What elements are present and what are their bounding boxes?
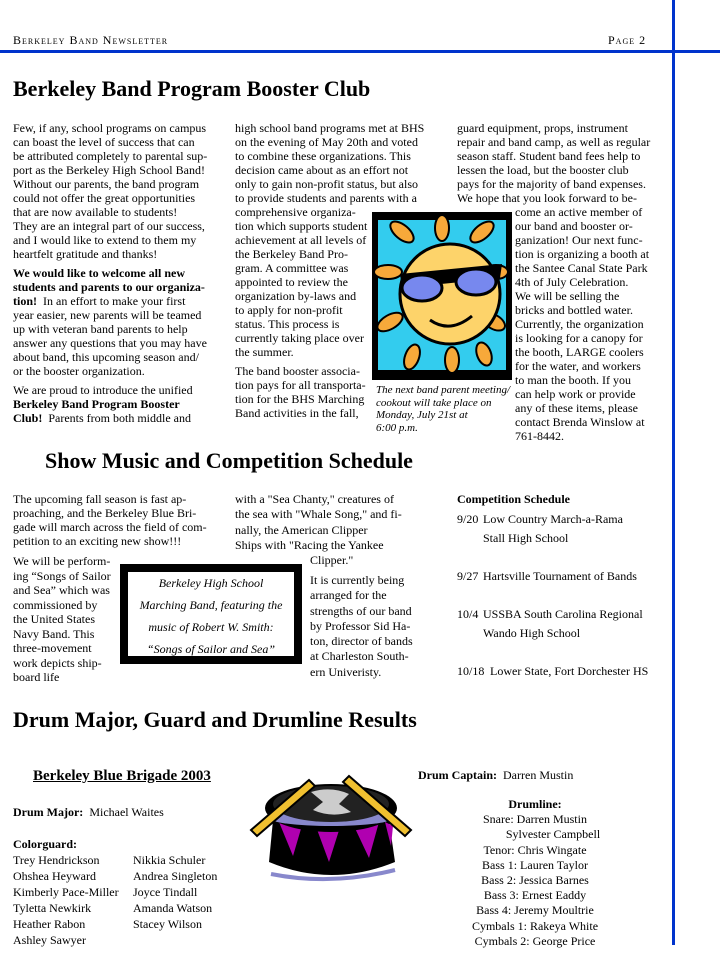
text-line: Ohshea Heyward [13, 869, 96, 883]
text-line [13, 411, 193, 425]
text-line: music of Robert W. Smith: [148, 620, 274, 634]
text-line: is looking for a canopy for [515, 331, 643, 345]
text-line: status. This process is [235, 317, 340, 331]
text-line: Without our parents, the band program [13, 177, 200, 191]
text-line [13, 280, 207, 294]
text-line: tion pays for all transporta- [235, 378, 366, 392]
text-line: commissioned by [13, 597, 98, 612]
schedule-event [457, 607, 643, 622]
text-line: Bass 3: Ernest Eaddy [483, 888, 587, 903]
text-line: “Songs of Sailor and Sea” [146, 642, 275, 656]
header-rule [0, 50, 720, 53]
drum-captain-name: Darren Mustin [503, 768, 574, 782]
text-line: about band, this upcoming season and/ [13, 350, 199, 364]
text-line: Stacey Wilson [133, 917, 202, 931]
text-line: only to gain non-profit status, but also [235, 177, 418, 191]
event-name: Low Country March-a-Rama [483, 512, 623, 526]
newsletter-name: Berkeley Band Newsletter [13, 33, 169, 47]
text-line: bricks and bottled water. [515, 303, 633, 317]
text-line: tion for the BHS Marching [235, 392, 365, 406]
text-line: Andrea Singleton [133, 869, 218, 883]
text-line: to combine these organizations. This [235, 149, 411, 163]
text-line: Amanda Watson [133, 901, 213, 915]
text-line: Sylvester Campbell [505, 827, 601, 842]
booster-col2-para2 [235, 364, 366, 420]
text-line: Kimberly Pace-Miller [13, 885, 119, 899]
text-line: Cymbals 1: Rakeya White [471, 918, 599, 933]
text-line: the United States [13, 612, 95, 626]
text-line: We will be selling the [515, 289, 620, 303]
text-line: The band booster associa- [235, 364, 360, 378]
schedule-event [457, 512, 623, 527]
text-line: Band activities in the fall, [235, 406, 359, 420]
text-line: season staff. Student band fees help to [457, 149, 641, 163]
text-line: lessen the load, but the booster club [457, 163, 629, 177]
results-title: Drum Major, Guard and Drumline Results [13, 707, 417, 732]
text-line: achievement at all levels of [235, 233, 367, 247]
text-line: come an active member of [515, 205, 643, 219]
colorguard-list-1 [13, 852, 119, 948]
text-line: We hope that you look forward to be- [457, 191, 637, 205]
text-line: petition to an exciting new show!!! [13, 534, 182, 548]
text-line: decision came about as an effort not [235, 163, 409, 177]
text-line: It is currently being [310, 573, 405, 587]
text-line: three-movement [13, 641, 92, 655]
brigade-heading: Berkeley Blue Brigade 2003 [33, 768, 211, 784]
show-col1-para1 [13, 492, 207, 548]
text-line: the booth, LARGE coolers [515, 345, 644, 359]
text-line: and Sea” which was [13, 583, 110, 597]
booster-col1-para3 [13, 383, 193, 425]
text-line: to apply for non-profit [235, 303, 343, 317]
text-line: The next band parent meeting/ [376, 384, 511, 396]
text-line: high school band programs met at BHS [235, 121, 425, 135]
text-line [13, 266, 207, 280]
text-line: work depicts ship- [13, 655, 102, 670]
text-line [13, 294, 207, 308]
text-line: could not offer the great opportunities [13, 191, 196, 205]
text-line: gram. A committee was [235, 261, 349, 275]
drumline-list [430, 812, 640, 949]
drum-major [13, 805, 164, 820]
event-location: Stall High School [483, 531, 569, 545]
text-line: strengths of our band [310, 603, 412, 618]
text-line: answer any questions that you may have [13, 336, 207, 350]
text-line: that are now available to students! [13, 205, 178, 219]
text-line: nally, the American Clipper [235, 522, 368, 537]
event-name: Hartsville Tournament of Bands [483, 569, 637, 583]
text-line: Marching Band, featuring the [139, 598, 283, 612]
text-line: year easier, new parents will be teamed [13, 308, 202, 322]
event-date: 10/18 [457, 664, 485, 678]
text-line: Monday, July 21st at [376, 409, 468, 421]
show-col2-clipper [310, 553, 353, 567]
drum-major-name: Michael Waites [89, 805, 164, 819]
text-line: arranged for the [310, 588, 387, 603]
text-line: ing “Songs of Sailor [13, 568, 111, 583]
text-line: Bass 4: Jeremy Moultrie [476, 903, 594, 918]
booster-col1-para1 [13, 121, 207, 261]
event-date: 10/4 [457, 607, 479, 621]
text-line: Tyletta Newkirk [13, 901, 92, 915]
text-line: 761-8442. [515, 429, 564, 443]
text-line: Currently, the organization [515, 317, 644, 331]
event-name: USSBA South Carolina Regional [483, 607, 643, 621]
booster-title: Berkeley Band Program Booster Club [13, 76, 371, 101]
drum-captain [418, 768, 573, 783]
bold-text: We would like to welcome all new [13, 266, 185, 280]
text-line: Few, if any, school programs on campus [13, 121, 207, 135]
text-line: Trey Hendrickson [13, 853, 100, 867]
plain-text: Parents from both middle and [42, 411, 191, 425]
text-line: currently taking place over [235, 331, 364, 345]
text-line: Cymbals 2: George Price [474, 933, 596, 948]
text-line: our band and booster or- [515, 219, 633, 233]
show-col2-para1 [235, 492, 402, 553]
text-line: contact Brenda Winslow at [515, 415, 645, 429]
text-line: the sea with "Whale Song," and fi- [235, 507, 402, 522]
text-line: with a "Sea Chanty," creatures of [235, 492, 394, 506]
text-line: heartfelt gratitude and thanks! [13, 247, 158, 261]
text-line: the Santee Canal State Park [515, 261, 648, 275]
booster-col3-para2 [515, 205, 649, 443]
text-line: tion is organizing a booth at [515, 247, 650, 261]
drum-major-label: Drum Major: [13, 805, 84, 819]
text-line: We are proud to introduce the unified [13, 383, 193, 397]
page-number: Page 2 [608, 33, 647, 47]
text-line: The upcoming fall season is fast ap- [13, 492, 187, 506]
text-line: pays for the majority of band expenses. [457, 177, 646, 191]
booster-col1-para2 [13, 266, 207, 378]
sun-caption [376, 384, 510, 434]
text-line: Snare: Darren Mustin [483, 812, 587, 827]
text-line: ganization! Our next func- [515, 233, 643, 247]
text-line: Berkeley High School [158, 576, 264, 590]
text-line: appointed to review the [235, 275, 348, 289]
bold-text: tion! [13, 294, 37, 308]
colorguard-list-2 [133, 852, 217, 932]
text-line: Clipper." [310, 553, 354, 567]
text-line: Nikkia Schuler [133, 853, 206, 867]
colorguard-label: Colorguard: [13, 837, 77, 851]
show-title: Show Music and Competition Schedule [45, 448, 413, 473]
snare-drum-icon [245, 770, 417, 882]
text-line: Tenor: Chris Wingate [483, 842, 587, 857]
schedule-event [457, 569, 637, 584]
text-line: gade will march across the field of com- [13, 520, 207, 534]
booster-col3-para1 [457, 121, 650, 205]
text-line: be attributed completely to parental sup- [13, 149, 208, 163]
text-line: 4th of July Celebration. [515, 275, 629, 289]
drum-captain-label: Drum Captain: [418, 768, 498, 782]
text-line: Ships with "Racing the Yankee [235, 537, 384, 552]
text-line: Joyce Tindall [133, 885, 198, 899]
drumline-label: Drumline: [508, 797, 562, 811]
text-line: Bass 2: Jessica Barnes [481, 872, 589, 887]
text-line: comprehensive organiza- [235, 205, 356, 219]
text-line: ton, director of bands [310, 634, 413, 649]
show-col2-para2 [310, 573, 413, 680]
event-name: Lower State, Fort Dorchester HS [487, 664, 649, 678]
event-date: 9/20 [457, 512, 479, 526]
bold-text: students and parents to our organiza- [13, 280, 205, 294]
text-line: Ashley Sawyer [13, 933, 86, 947]
text-line: Heather Rabon [13, 917, 86, 931]
event-location: Wando High School [483, 626, 581, 640]
event-date: 9/27 [457, 569, 479, 583]
sun-with-sunglasses-icon [372, 212, 512, 380]
text-line: and I would like to extend to them my [13, 233, 197, 247]
text-line: We will be perform- [13, 554, 111, 568]
text-line: They are an integral part of our success, [13, 219, 205, 233]
text-line: can help work or provide [515, 387, 636, 401]
text-line: guard equipment, props, instrument [457, 121, 628, 135]
text-line: on the evening of May 20th and voted [235, 135, 418, 149]
text-line: tion which supports student [235, 219, 368, 233]
text-line: board life [13, 670, 60, 684]
plain-text: In an effort to make your first [37, 294, 186, 308]
bold-text: Club! [13, 411, 43, 425]
text-line: at Charleston South- [310, 649, 409, 664]
text-line: to provide students and parents with a [235, 191, 417, 205]
text-line: up with veteran band parents to help [13, 322, 188, 336]
text-line: by Professor Sid Ha- [310, 618, 411, 633]
schedule-event [457, 664, 648, 679]
text-line: cookout will take place on [376, 396, 492, 409]
margin-rule [672, 0, 675, 945]
text-line: 6:00 p.m. [376, 421, 418, 434]
text-line: or the booster organization. [13, 364, 145, 378]
show-col1-para2 [13, 554, 111, 685]
schedule-title: Competition Schedule [457, 492, 571, 506]
text-line: proaching, and the Berkeley Blue Bri- [13, 506, 197, 520]
bold-text: Berkeley Band Program Booster [13, 397, 180, 411]
drumline-section [430, 797, 640, 949]
text-line: ern Univeristy. [310, 664, 382, 679]
text-line: the summer. [235, 345, 294, 359]
text-line: to man the booth. If you [515, 373, 631, 387]
text-line: for the water, and workers [515, 359, 641, 373]
text-line: Navy Band. This [13, 626, 95, 641]
text-line: repair and band camp, as well as regular [457, 135, 651, 149]
text-line: the Berkeley Band Pro- [235, 247, 348, 261]
text-line: organization by-laws and [235, 289, 357, 303]
text-line: Bass 1: Lauren Taylor [482, 857, 588, 872]
text-line: any of these items, please [515, 401, 638, 415]
show-callout-box [120, 564, 302, 664]
text-line [13, 397, 193, 411]
text-line: can boast the level of success that can [13, 135, 195, 149]
text-line: port as the Berkeley High School Band! [13, 163, 205, 177]
